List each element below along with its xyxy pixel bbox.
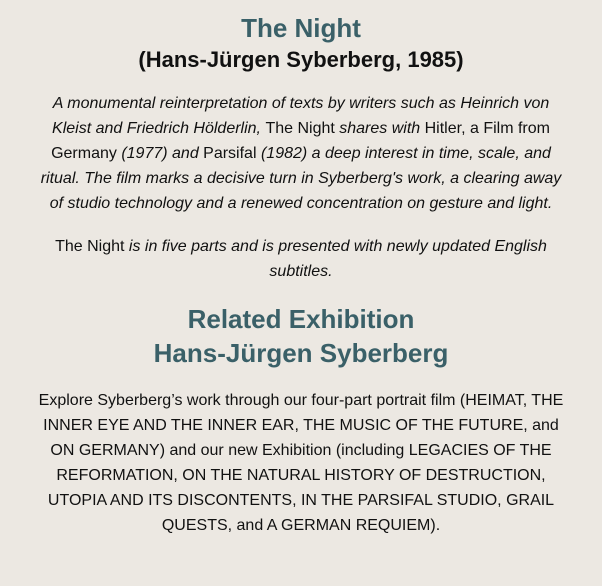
related-exhibition-body: Explore Syberberg’s work through our four-part portrait film (HEIMAT, THE INNER EYE AND THE INNER EAR, THE MUSIC OF THE FUTURE, and ON GERMANY) and our new Exhibition (including LEGACIES OF THE REFORMATION, ON THE NATURAL HISTORY OF DESTRUCTION, UTOPIA AND ITS DISCONTENTS, IN THE PARSIFAL STUDIO, GRAIL QUESTS, and A GERMAN REQUIEM). (38, 392, 564, 534)
film-description (30, 91, 572, 216)
description-film-title: The Night (265, 120, 335, 137)
description-text-1: A monumental reinterpretation of texts by writers such as Heinrich von Kleist and Friedrich Hölderlin, (52, 95, 550, 137)
description-film-hitler: Hitler, a Film from Germany (51, 120, 550, 162)
description-text-2: shares with (334, 120, 425, 137)
related-heading-line1: Related Exhibition (187, 304, 415, 334)
description-text-3: (1977) and (116, 145, 204, 162)
parts-note (30, 234, 572, 284)
description-film-parsifal: Parsifal (203, 145, 257, 162)
related-heading-line2: Hans-Jürgen Syberberg (153, 338, 449, 368)
parts-note-text: is in five parts and is presented with newly updated English subtitles. (124, 238, 547, 280)
film-subtitle: (Hans-Jürgen Syberberg, 1985) (138, 47, 464, 72)
film-title: The Night (241, 13, 361, 43)
related-exhibition-heading (30, 302, 572, 370)
description-text-4: (1982) a deep interest in time, scale, and ritual. The film marks a decisive turn in Syberberg's work, a clearing away of studio technology and a renewed concentration on gesture and light. (40, 145, 562, 212)
parts-note-film-title: The Night (55, 238, 125, 255)
